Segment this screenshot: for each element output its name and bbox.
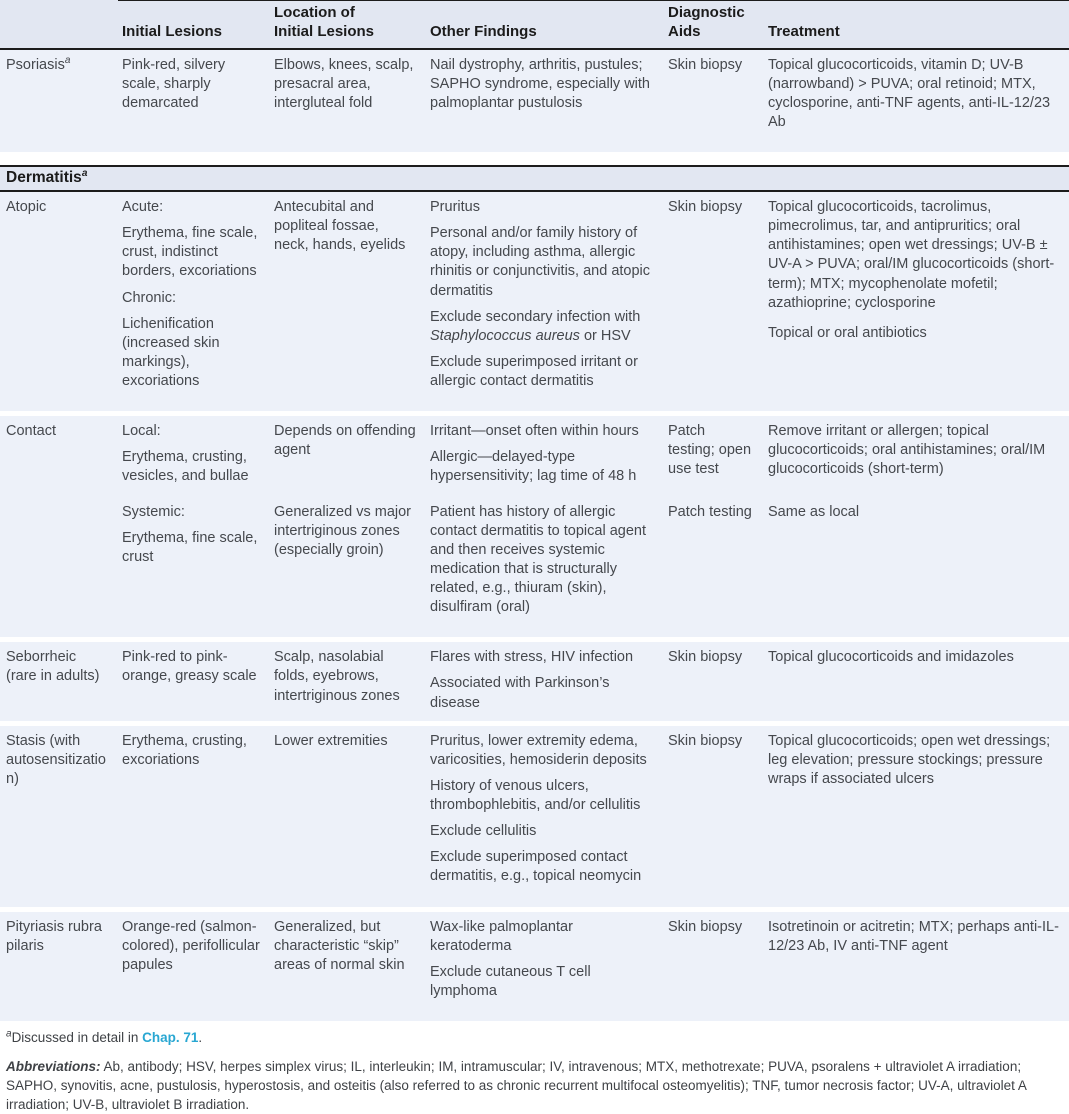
- cell-text: Irritant—onset often within hours: [430, 423, 639, 440]
- col-header-other-findings: [430, 19, 668, 48]
- abbreviations-text: Ab, antibody; HSV, herpes simplex virus; IL, interleukin; IM, intramuscular; IV, intravenous; MTX, methotrexate; PUVA, psoralens + ultraviolet A irradiation; SAPHO, synovitis, acne, pustulosis, hyperostosis, and osteitis (also referred to as chronic recurrent multifocal osteomyelitis); TNF, tumor necrosis factor; UV-A, ultraviolet A irradiation; UV-B, ultraviolet B irradiation.: [6, 1059, 1027, 1113]
- subrow-contact-systemic: [0, 497, 1069, 626]
- species-name-italic: Staphylococcus aureus: [430, 327, 580, 344]
- cell-diagnostic-aids: [668, 497, 768, 626]
- cell-condition: [0, 192, 122, 399]
- row-contact: [0, 416, 1069, 637]
- cell-text: Exclude cellulitis: [430, 823, 537, 840]
- cell-text: Patch testing: [668, 503, 752, 520]
- cell-other-findings: [430, 192, 668, 399]
- cell-text: Topical glucocorticoids, tacrolimus, pimecrolimus, tar, and antipruritics; oral antihistamines; open wet dressings; UV-B ± UV-A > PUVA; oral/IM glucocorticoids (short-term); MTX; mycophenolate mofetil; azathioprine; cyclosporine: [768, 199, 1055, 311]
- cell-text: Lower extremities: [274, 732, 388, 749]
- cell-text: Patient has history of allergic contact dermatitis to topical agent and then receives systemic medication that is structurally related, e.g., thiuram (skin), disulfiram (oral): [430, 503, 647, 616]
- cell-treatment: [768, 416, 1069, 494]
- section-header-dermatitis: [0, 165, 1069, 192]
- subrow-contact-local: [0, 416, 1069, 494]
- cell-location: [274, 642, 430, 720]
- cell-text: Generalized, but characteristic “skip” areas of normal skin: [274, 918, 405, 973]
- cell-location: [274, 192, 430, 399]
- condition-name: Stasis (with autosensitization): [6, 732, 106, 787]
- table-header-row: [0, 0, 1069, 50]
- condition-name: Pityriasis rubra pilaris: [6, 918, 102, 954]
- col-header-initial-lesions: [122, 19, 274, 48]
- cell-text: Exclude superimposed contact dermatitis, e.g., topical neomycin: [430, 849, 642, 885]
- col-header-label: Treatment: [768, 22, 840, 40]
- cell-text: Remove irritant or allergen; topical glucocorticoids; oral antihistamines; oral/IM glucocorticoids (short-term): [768, 423, 1046, 478]
- cell-text-part: or HSV: [579, 327, 631, 344]
- cell-text: Same as local: [768, 503, 860, 520]
- cell-text-part: Exclude secondary infection with: [430, 308, 641, 325]
- cell-text: Topical or oral antibiotics: [768, 324, 927, 341]
- footnote: [0, 1021, 1069, 1045]
- cell-treatment: [768, 726, 1069, 895]
- cell-other-findings: [430, 912, 668, 1010]
- cell-text: Skin biopsy: [668, 56, 743, 73]
- cell-treatment: [768, 192, 1069, 399]
- col-header-label: Other Findings: [430, 22, 537, 40]
- cell-text: Personal and/or family history of atopy, including asthma, allergic rhinitis or conjunctivitis, and atopic dermatitis: [430, 225, 651, 299]
- cell-text: Lichenification (increased skin markings), excoriations: [122, 315, 220, 389]
- cell-text: Skin biopsy: [668, 732, 743, 749]
- cell-location: [274, 912, 430, 1010]
- condition-name: Psoriasis: [6, 56, 65, 73]
- cell-location: [274, 726, 430, 895]
- cell-text: Erythema, crusting, vesicles, and bullae: [122, 449, 249, 485]
- cell-text: Topical glucocorticoids and imidazoles: [768, 649, 1014, 666]
- cell-initial-lesions: [122, 497, 274, 626]
- footnote-text: .: [198, 1030, 203, 1045]
- footnote-text: Discussed in detail in: [11, 1030, 143, 1045]
- row-seborrheic: [0, 642, 1069, 720]
- cell-text: Isotretinoin or acitretin; MTX; perhaps anti-IL-12/23 Ab, IV anti-TNF agent: [768, 918, 1059, 954]
- condition-name-note: (rare in adults): [6, 668, 100, 685]
- footnote-marker: a: [64, 54, 71, 66]
- cell-text: Erythema, fine scale, crust, indistinct borders, excoriations: [122, 225, 258, 280]
- condition-name: Contact: [6, 423, 56, 440]
- cell-initial-lesions: [122, 50, 274, 141]
- cell-initial-lesions: [122, 912, 274, 1010]
- cell-text: [430, 308, 654, 346]
- cell-location: [274, 416, 430, 494]
- abbreviations-block: [0, 1045, 1069, 1114]
- cell-text: Pink-red, silvery scale, sharply demarcated: [122, 56, 226, 111]
- condition-name: Seborrheic: [6, 649, 77, 666]
- cell-other-findings: [430, 50, 668, 141]
- cell-text: Erythema, fine scale, crust: [122, 529, 258, 565]
- header-top-rule: [118, 0, 1069, 1]
- cell-text: Pruritus: [430, 199, 480, 215]
- cell-text: Elbows, knees, scalp, presacral area, intergluteal fold: [274, 56, 414, 111]
- cell-text: Exclude cutaneous T cell lymphoma: [430, 963, 591, 999]
- row-psoriasis: [0, 50, 1069, 153]
- condition-name: Atopic: [6, 199, 47, 215]
- cell-condition: [0, 912, 122, 1010]
- cell-condition: [0, 642, 122, 720]
- cell-text: Depends on offending agent: [274, 423, 416, 459]
- cell-initial-lesions: [122, 192, 274, 399]
- col-header-label: Diagnostic: [668, 4, 745, 21]
- cell-text: Skin biopsy: [668, 649, 743, 666]
- footnote-marker: a: [81, 167, 88, 179]
- cell-text: Skin biopsy: [668, 918, 743, 935]
- col-header-label: Initial Lesions: [274, 22, 375, 40]
- cell-diagnostic-aids: [668, 642, 768, 720]
- cell-text: Topical glucocorticoids; open wet dressings; leg elevation; pressure stockings; pressure wraps if associated ulcers: [768, 732, 1051, 787]
- row-separator: [0, 152, 1069, 165]
- cell-text: Exclude superimposed irritant or allergic contact dermatitis: [430, 353, 638, 389]
- col-header-location: [274, 0, 430, 48]
- col-header-diagnostic-aids: [668, 0, 768, 48]
- footnote-marker: a: [6, 1028, 12, 1040]
- col-header-label: Location of: [274, 4, 355, 21]
- cell-diagnostic-aids: [668, 912, 768, 1010]
- cell-text: Topical glucocorticoids, vitamin D; UV-B (narrowband) > PUVA; oral retinoid; MTX, cyclosporine, anti-TNF agents, anti-IL-12/23 Ab: [768, 56, 1051, 130]
- cell-text: History of venous ulcers, thrombophlebitis, and/or cellulitis: [430, 777, 641, 813]
- cell-diagnostic-aids: [668, 726, 768, 895]
- chapter-link[interactable]: Chap. 71: [142, 1030, 199, 1045]
- cell-location: [274, 497, 430, 626]
- cell-treatment: [768, 497, 1069, 626]
- col-header-condition: [0, 38, 122, 48]
- cell-condition: [0, 416, 122, 494]
- cell-text: Skin biopsy: [668, 199, 743, 215]
- cell-initial-lesions: [122, 416, 274, 494]
- cell-location: [274, 50, 430, 141]
- cell-treatment: [768, 912, 1069, 1010]
- cell-diagnostic-aids: [668, 416, 768, 494]
- cell-treatment: [768, 50, 1069, 141]
- cell-text: Local:: [122, 423, 161, 440]
- row-atopic: [0, 192, 1069, 411]
- cell-text: Pruritus, lower extremity edema, varicosities, hemosiderin deposits: [430, 732, 647, 768]
- cell-text: Erythema, crusting, excoriations: [122, 732, 247, 768]
- col-header-treatment: [768, 19, 1069, 48]
- cell-condition-empty: [0, 497, 122, 626]
- col-header-label: Initial Lesions: [122, 22, 223, 40]
- cell-text: Associated with Parkinson’s disease: [430, 675, 610, 711]
- cell-text: Systemic:: [122, 503, 185, 520]
- cell-treatment: [768, 642, 1069, 720]
- section-title: Dermatitis: [6, 169, 82, 186]
- cell-text: Nail dystrophy, arthritis, pustules; SAPHO syndrome, especially with palmoplantar pustulosis: [430, 56, 650, 111]
- cell-diagnostic-aids: [668, 192, 768, 399]
- row-stasis: [0, 726, 1069, 907]
- cell-initial-lesions: [122, 642, 274, 720]
- cell-other-findings: [430, 416, 668, 494]
- cell-text: Pink-red to pink-orange, greasy scale: [122, 649, 257, 685]
- col-header-label: Aids: [668, 22, 701, 40]
- cell-other-findings: [430, 642, 668, 720]
- cell-text: Patch testing; open use test: [668, 423, 752, 478]
- cell-text: Generalized vs major intertriginous zones (especially groin): [274, 503, 411, 558]
- abbreviations-label: Abbreviations:: [6, 1059, 101, 1074]
- cell-text: Acute:: [122, 199, 164, 215]
- cell-text: Wax-like palmoplantar keratoderma: [430, 918, 573, 954]
- cell-diagnostic-aids: [668, 50, 768, 141]
- cell-text: Orange-red (salmon-colored), perifollicular papules: [122, 918, 260, 973]
- cell-text: Flares with stress, HIV infection: [430, 649, 634, 666]
- cell-other-findings: [430, 726, 668, 895]
- cell-other-findings: [430, 497, 668, 626]
- cell-text: Chronic:: [122, 289, 176, 306]
- row-pityriasis-rubra-pilaris: [0, 912, 1069, 1022]
- cell-condition: [0, 726, 122, 895]
- cell-text: Antecubital and popliteal fossae, neck, hands, eyelids: [274, 199, 406, 254]
- cell-text: Scalp, nasolabial folds, eyebrows, intertriginous zones: [274, 649, 400, 704]
- cell-condition: [0, 50, 122, 141]
- cell-text: Allergic—delayed-type hypersensitivity; lag time of 48 h: [430, 449, 637, 485]
- cell-initial-lesions: [122, 726, 274, 895]
